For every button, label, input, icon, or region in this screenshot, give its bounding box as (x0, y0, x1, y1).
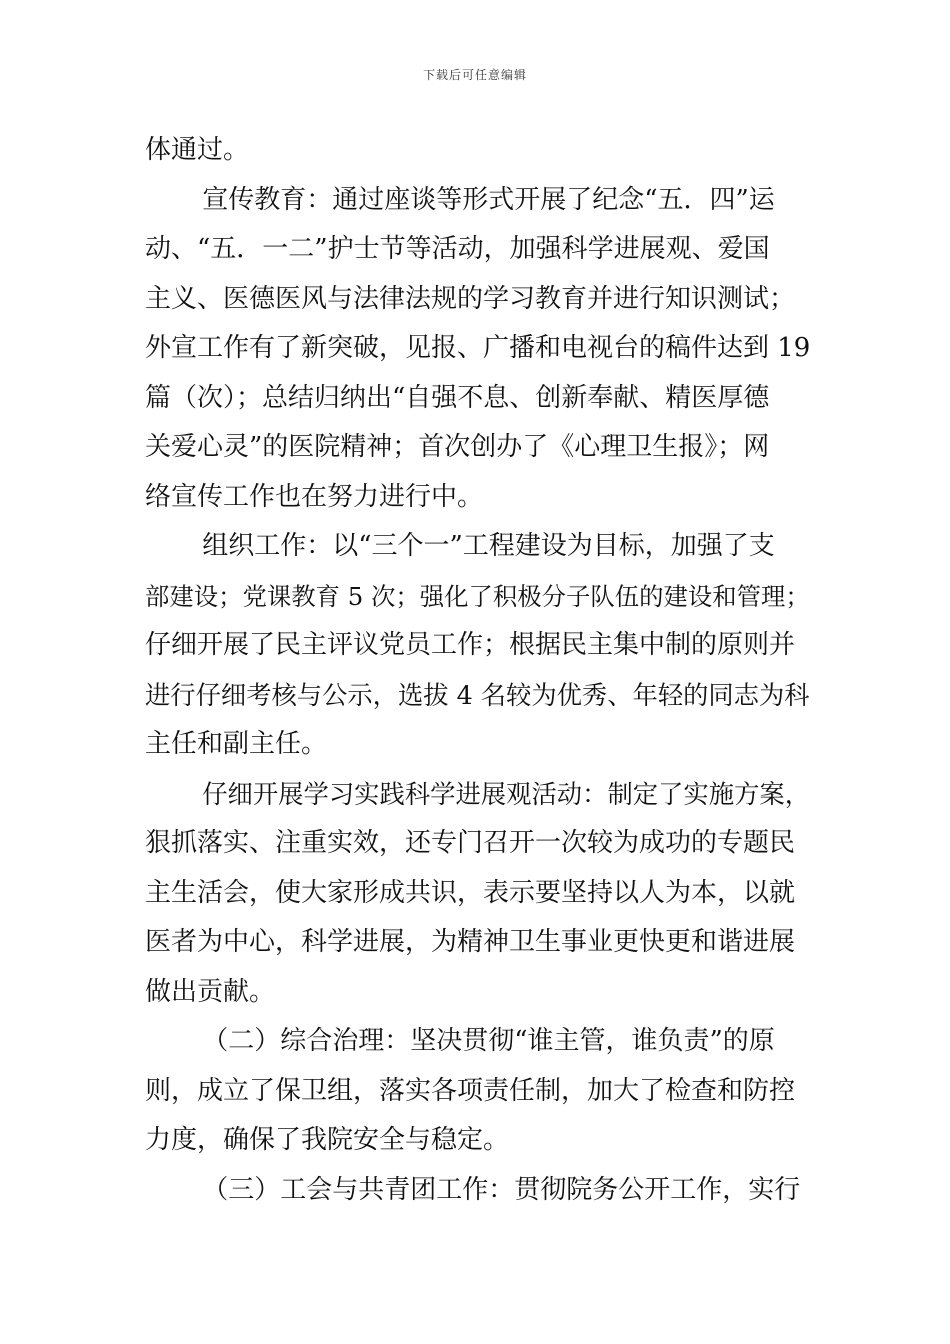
text-line: （二）综合治理：坚决贯彻“谁主管，谁负责”的原 (202, 1026, 775, 1056)
text-line: 部建设；党课教育 5 次；强化了积极分子队伍的建设和管理； (145, 581, 810, 611)
text-line: 主义、医德医风与法律法规的学习教育并进行知识测试； (145, 283, 796, 314)
text-line: 组织工作：以“三个一”工程建设为目标，加强了支 (202, 531, 775, 561)
text-line: 主任和副主任。 (145, 729, 328, 759)
document-body (145, 126, 810, 1215)
text-line: 关爱心灵”的医院精神；首次创办了《心理卫生报》；网 (145, 432, 770, 462)
text-line: 宣传教育：通过座谈等形式开展了纪念“五．四”运 (202, 184, 775, 215)
text-line: 动、“五．一二”护士节等活动，加强科学进展观、爱国 (145, 234, 770, 264)
text-line: 络宣传工作也在努力进行中。 (145, 481, 484, 512)
text-line: 仔细开展了民主评议党员工作；根据民主集中制的原则并 (145, 630, 796, 660)
text-line: 做出贡献。 (145, 976, 276, 1007)
text-line: 主生活会，使大家形成共识，表示要坚持以人为本，以就 (145, 877, 796, 908)
text-line: （三）工会与共青团工作：贯彻院务公开工作，实行 (202, 1174, 801, 1205)
text-line: 医者为中心，科学进展，为精神卫生事业更快更和谐进展 (145, 927, 796, 957)
text-line: 仔细开展学习实践科学进展观活动：制定了实施方案， (202, 778, 811, 809)
text-line: 外宣工作有了新突破，见报、广播和电视台的稿件达到 19 (145, 333, 811, 363)
header-note: 下载后可任意编辑 (422, 68, 527, 82)
text-line: 狠抓落实、注重实效，还专门召开一次较为成功的专题民 (145, 828, 796, 858)
text-line: 篇（次）；总结归纳出“自强不息、创新奉献、精医厚德 (145, 382, 770, 413)
text-line: 体通过。 (145, 135, 250, 165)
text-line: 力度，确保了我院安全与稳定。 (145, 1125, 510, 1155)
text-line: 进行仔细考核与公示，选拔 4 名较为优秀、年轻的同志为科 (145, 680, 810, 710)
text-line: 则，成立了保卫组，落实各项责任制，加大了检查和防控 (145, 1075, 796, 1106)
